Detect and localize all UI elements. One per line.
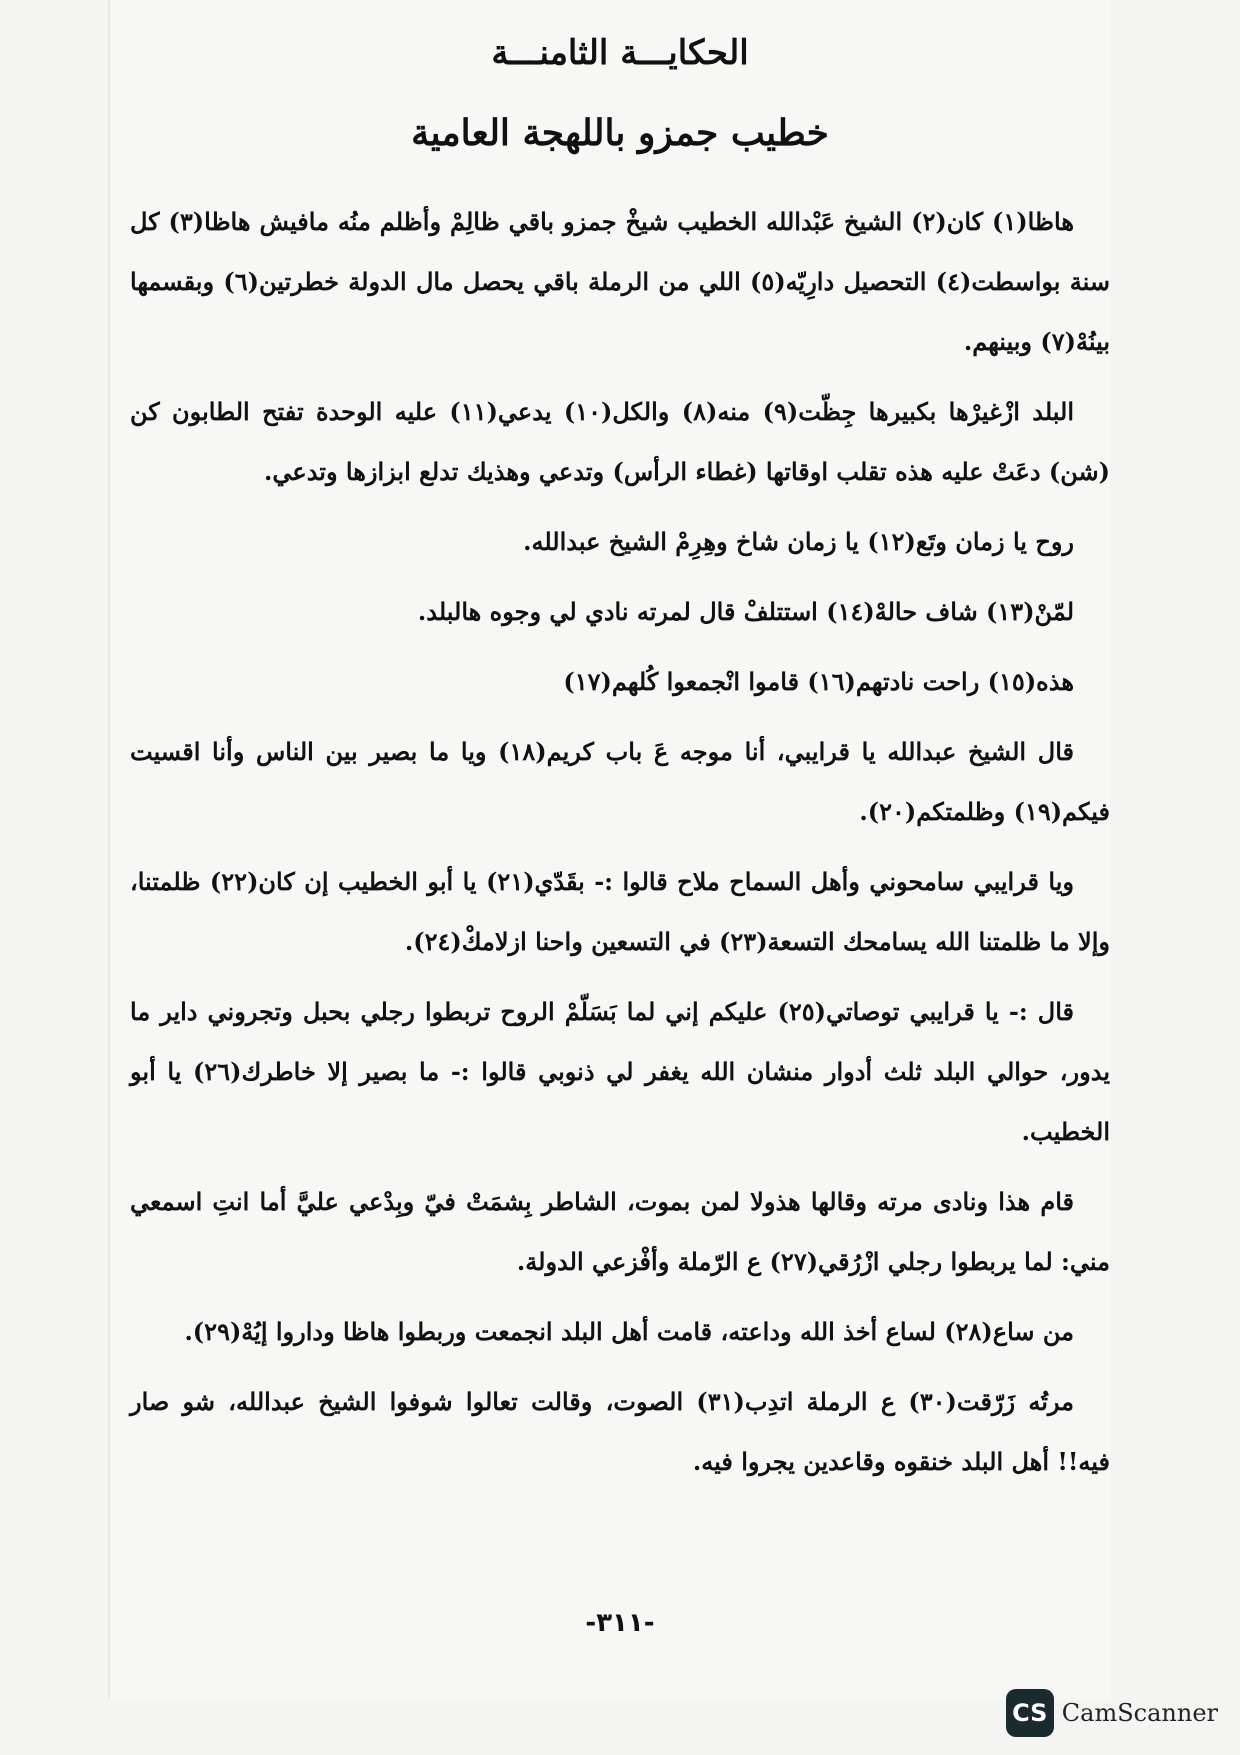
paragraph: لمّنْ(١٣) شاف حالهْ(١٤) استتلفْ قال لمرته نادي لي وجوه هالبلد. [417, 597, 1074, 626]
paragraph: البلد ازْغيرْها بكبيرها جِظّت(٩) منه(٨) والكل(١٠) يدعي(١١) عليه الوحدة تفتح الطابون كن (شن) دعَتْ عليه هذه تقلب اوقاتها (غطاء الرأس) وتدعي وهذيك تدلع ابزازها وتدعي. [130, 397, 1110, 486]
camscanner-watermark [1006, 1689, 1218, 1737]
story-number-heading: الحكايـــة الثامنـــة [491, 33, 749, 73]
story-text [130, 192, 1110, 1492]
paragraph: قام هذا ونادى مرته وقالها هذولا لمن بموت، الشاطر بِشمَتْ فيّ وبِدْعي عليَّ أما انتِ اسمعي مني: لما يربطوا رجلي ازْرُقي(٢٧) ع الرّملة وأفْزعي الدولة. [130, 1187, 1110, 1276]
camscanner-name: CamScanner [1061, 1699, 1218, 1727]
paragraph: مرتُه زَرّقت(٣٠) ع الرملة اتدِب(٣١) الصوت، وقالت تعالوا شوفوا الشيخ عبدالله، شو صار فيه!! أهل البلد خنقوه وقاعدين يجروا فيه. [130, 1387, 1110, 1476]
paragraph: قال :- يا قرايبي توصاتي(٢٥) عليكم إني لما بَسَلّمْ الروح تربطوا رجلي بحبل وتجروني داير ما يدور، حوالي البلد ثلث أدوار منشان الله يغفر لي ذنوبي قالوا :- ما بصير إلا خاطرك(٢٦) يا أبو الخطيب. [130, 997, 1111, 1146]
paragraph: هاظا(١) كان(٢) الشيخ عَبْدالله الخطيب شيخْ جمزو باقي ظالِمْ وأظلم منُه مافيش هاظا(٣) كل سنة بواسطت(٤) التحصيل دارِيّه(٥) اللي من الرملة باقي يحصل مال الدولة خطرتين(٦) وبقسمها بينُهْ(٧) وبينهم. [130, 207, 1111, 356]
document-body [130, 24, 1110, 1502]
camscanner-logo-icon: CS [1006, 1689, 1054, 1737]
paragraph: ويا قرايبي سامحوني وأهل السماح ملاح قالوا :- بقَدّي(٢١) يا أبو الخطيب إن كان(٢٢) ظلمتنا، وإلا ما ظلمتنا الله يسامحك التسعة(٢٣) في التسعين واحنا ازلامكْ(٢٤). [130, 867, 1110, 956]
story-title: خطيب جمزو باللهجة العامية [411, 112, 829, 154]
paragraph: روح يا زمان وتَع(١٢) يا زمان شاخ وهِرِمْ الشيخ عبدالله. [523, 527, 1074, 556]
paragraph: قال الشيخ عبدالله يا قرايبي، أنا موجه عَ باب كريم(١٨) ويا ما بصير بين الناس وأنا اقسيت فيكم(١٩) وظلمتكم(٢٠). [130, 737, 1110, 826]
page-edge [108, 0, 111, 1700]
paragraph: هذه(١٥) راحت نادتهم(١٦) قاموا انْجمعوا كُلهم(١٧) [563, 667, 1074, 696]
page-number: -٣١١- [585, 1608, 655, 1638]
paragraph: من ساع(٢٨) لساع أخذ الله وداعته، قامت أهل البلد انجمعت وربطوا هاظا وداروا إيُهْ(٢٩). [184, 1317, 1074, 1346]
